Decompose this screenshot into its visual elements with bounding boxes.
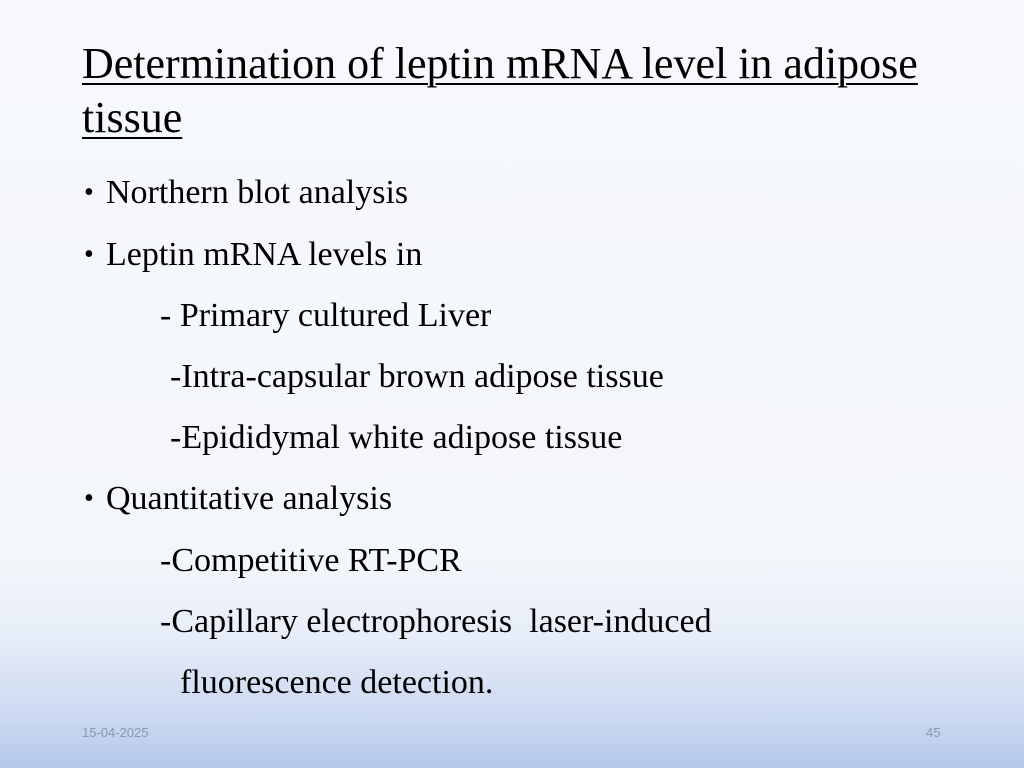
bullet-quantitative-analysis: Quantitative analysis	[106, 480, 393, 517]
bullet-northern-blot: Northern blot analysis	[106, 174, 409, 211]
footer-date: 15-04-2025	[82, 725, 149, 740]
sub-item-competitive-rt-pcr: -Competitive RT-PCR	[160, 542, 462, 579]
page-number: 45	[926, 725, 941, 740]
bullet-marker: •	[84, 177, 94, 208]
bullet-marker: •	[84, 239, 94, 270]
sub-item-white-adipose: -Epididymal white adipose tissue	[170, 419, 623, 456]
slide-title: Determination of leptin mRNA level in adipose tissue	[82, 39, 918, 142]
sub-item-capillary-electrophoresis: -Capillary electrophoresis laser-induced	[160, 603, 712, 640]
sub-item-fluorescence-detection: fluorescence detection.	[180, 664, 494, 701]
bullet-leptin-mrna-levels: Leptin mRNA levels in	[106, 236, 423, 273]
sub-item-brown-adipose: -Intra-capsular brown adipose tissue	[170, 358, 664, 395]
sub-item-primary-liver: - Primary cultured Liver	[160, 297, 492, 334]
bullet-marker: •	[84, 483, 94, 514]
